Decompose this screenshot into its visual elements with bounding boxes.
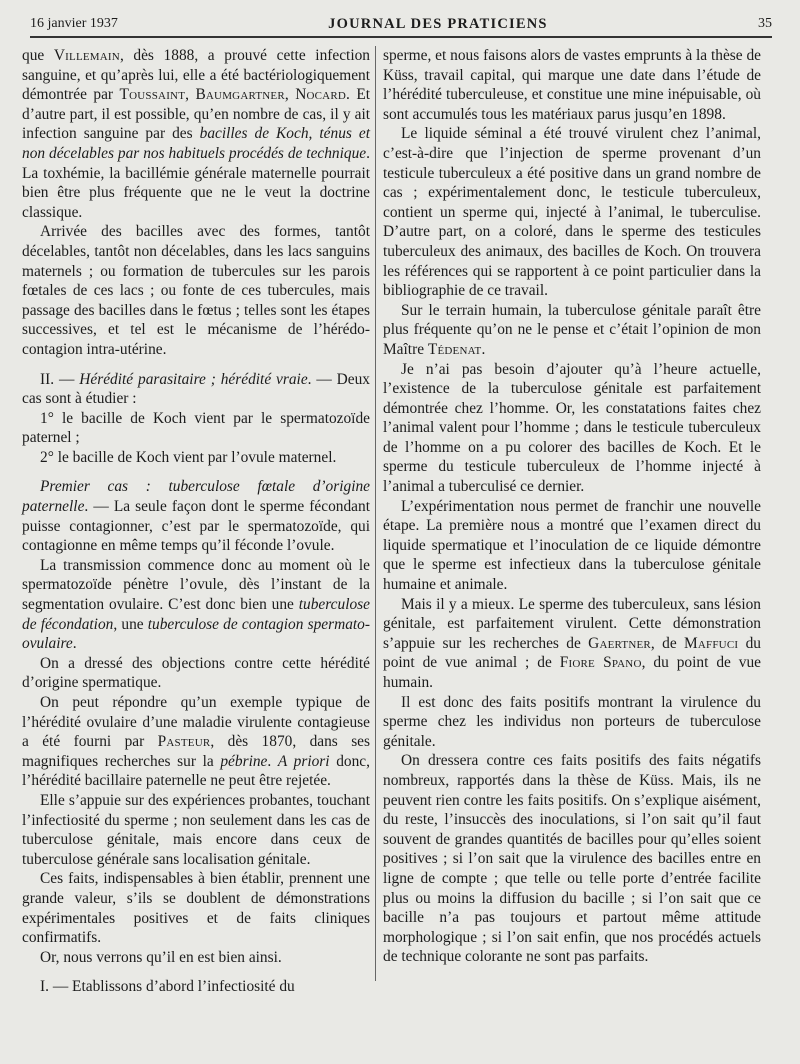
paragraph: Or, nous verrons qu’il en est bien ainsi.	[40, 948, 282, 966]
paragraph: Sur le terrain humain, la tuberculose génitale paraît être plus fréquente qu’on ne le pense et c’était l’opinion de mon Maître Tédenat.	[383, 301, 761, 358]
author-name: Toussaint	[119, 86, 186, 104]
page-number: 35	[757, 16, 772, 31]
author-name: Baumgartner	[195, 86, 285, 104]
paragraph: Je n’ai pas besoin d’ajouter qu’à l’heure actuelle, l’existence de la tuberculose génitale est parfaitement démontrée chez l’homme. Or, les constatations faites chez l’animal valent pour l’homme ; dans le testicule tuberculeux de l’homme on a pu colorer des bacilles de Koch. Et le sperme du testicule tuberculeux de l’homme injecté à l’animal a tuberculisé ce dernier.	[383, 360, 761, 496]
journal-title: JOURNAL DES PRATICIENS	[328, 15, 548, 32]
right-column	[383, 46, 761, 967]
author-name: Pasteur	[157, 733, 211, 751]
paragraph: L’expérimentation nous permet de franchir une nouvelle étape. La première nous a montré que l’examen direct du liquide spermatique et l’inoculation de ce liquide démontre que le sperme est infectieux dans la tuberculose génitale humaine et animale.	[383, 497, 761, 594]
paragraph: On a dressé des objections contre cette hérédité d’origine spermatique.	[22, 654, 370, 692]
paragraph: Arrivée des bacilles avec des formes, tantôt décelables, tantôt non décelables, dans les lacs sanguins maternels ; ou formation de tubercules sur les parois fœtales de ces lacs ; ou fonte de ces tubercules, mais passage des bacilles dans le fœtus ; telles sont les étapes successives, et tel est le mécanisme de l’hérédo-contagion intra-utérine.	[22, 223, 370, 358]
list-item: 1° le bacille de Koch vient par le spermatozoïde paternel ;	[22, 409, 370, 447]
subsection-heading: Premier cas : tuberculose fœtale d’origine paternelle. — La seule façon dont le sperme fécondant puisse contagionner, c’est par le spermatozoïde, qui contagionne en même temps qu’il féconde l’ovule.	[22, 478, 370, 555]
author-name: Fiore Spano	[559, 654, 642, 672]
section-heading: II. — Hérédité parasitaire ; hérédité vraie. — Deux cas sont à étudier :	[22, 370, 370, 408]
paragraph: Mais il y a mieux. Le sperme des tuberculeux, sans lésion génitale, est parfaitement virulent. Cette démonstration s’appuie sur les recherches de Gaertner, de Maffuci du point de vue animal ; de Fiore Spano, du point de vue humain.	[383, 595, 762, 691]
paragraph: que Villemain, dès 1888, a prouvé cette infection sanguine, et qu’après lui, elle a été bactériologiquement démontrée par Toussaint, Baumgartner, Nocard. Et d’autre part, il est possible, qu’en nombre de cas, il y ait infection sanguine par des bacilles de Koch, ténus et non décelables par nos habituels procédés de technique. La toxhémie, la bacillémie générale maternelle pourrait bien être plus fréquente que ne le veut la doctrine classique.	[22, 47, 370, 221]
author-name: Nocard	[295, 86, 347, 104]
header-date: 16 janvier 1937	[30, 16, 118, 31]
author-name: Tédenat	[427, 340, 482, 358]
paragraph: Le liquide séminal a été trouvé virulent chez l’animal, c’est-à-dire que l’injection de sperme provenant d’un testicule tuberculeux a été positive dans un grand nombre de cas ; expérimentalement donc, le testicule tuberculeux, contient un sperme qui, injecté à l’animal, le tuberculise. D’autre part, on a coloré, dans le sperme des testicules tuberculeux des animaux, des bacilles de Koch. On trouvera les références qui se rapportent à ce point particulier dans la bibliographie de ce travail.	[383, 125, 761, 300]
paragraph: Il est donc des faits positifs montrant la virulence du sperme chez les individus non porteurs de tuberculose génitale.	[383, 693, 761, 750]
paragraph: La transmission commence donc au moment où le spermatozoïde pénètre l’ovule, dès l’instant de la segmentation ovulaire. C’est donc bien une tuberculose de fécondation, une tuberculose de contagion spermato-ovulaire.	[22, 556, 370, 653]
paragraph: Ces faits, indispensables à bien établir, prennent une grande valeur, s’ils se doublent de démonstrations expérimentales positives et de faits cliniques confirmatifs.	[22, 870, 370, 947]
column-divider	[375, 46, 376, 981]
left-column	[22, 46, 370, 997]
author-name: Maffuci	[684, 634, 739, 652]
author-name: Gaertner	[588, 634, 651, 652]
paragraph: On peut répondre qu’un exemple typique de l’hérédité ovulaire d’une maladie virulente contagieuse a été fourni par Pasteur, dès 1870, dans ses magnifiques recherches sur la pébrine. A priori donc, l’hérédité bacillaire paternelle ne peut être rejetée.	[22, 694, 370, 790]
section-heading: I. — Etablissons d’abord l’infectiosité du	[40, 978, 295, 996]
running-head	[30, 12, 772, 38]
author-name: Villemain	[53, 47, 120, 64]
paragraph: On dressera contre ces faits positifs des faits négatifs nombreux, rapportés dans la thèse de Küss. Mais, ils ne peuvent rien contre les faits positifs. On s’explique aisément, du reste, l’insuccès des inoculations, si l’on sait qu’il faut souvent de grandes quantités de bacilles pour qu’elles soient positives ; si l’on sait que la virulence des bacilles entre en ligne de compte ; que telle ou telle porte d’entrée facilite plus ou moins la diffusion du bacille ; si l’on sait que ce bacille n’a pas toujours et partout même attitude morphologique ; si l’on sait enfin, que nos procédés actuels de technique colorante ne sont pas parfaits.	[383, 752, 761, 966]
list-item: 2° le bacille de Koch vient par l’ovule maternel.	[40, 448, 337, 466]
paragraph: Elle s’appuie sur des expériences probantes, touchant l’infectiosité du sperme ; non seulement dans les cas de tuberculose génitale, mais encore dans ceux de tuberculose générale sans localisation génitale.	[22, 791, 370, 868]
paragraph: sperme, et nous faisons alors de vastes emprunts à la thèse de Küss, travail capital, qui marque une date dans l’étude de l’hérédité tuberculeuse, et constitue une mine inépuisable, où sont accumulés tous les matériaux parus jusqu’en 1898.	[383, 47, 761, 123]
